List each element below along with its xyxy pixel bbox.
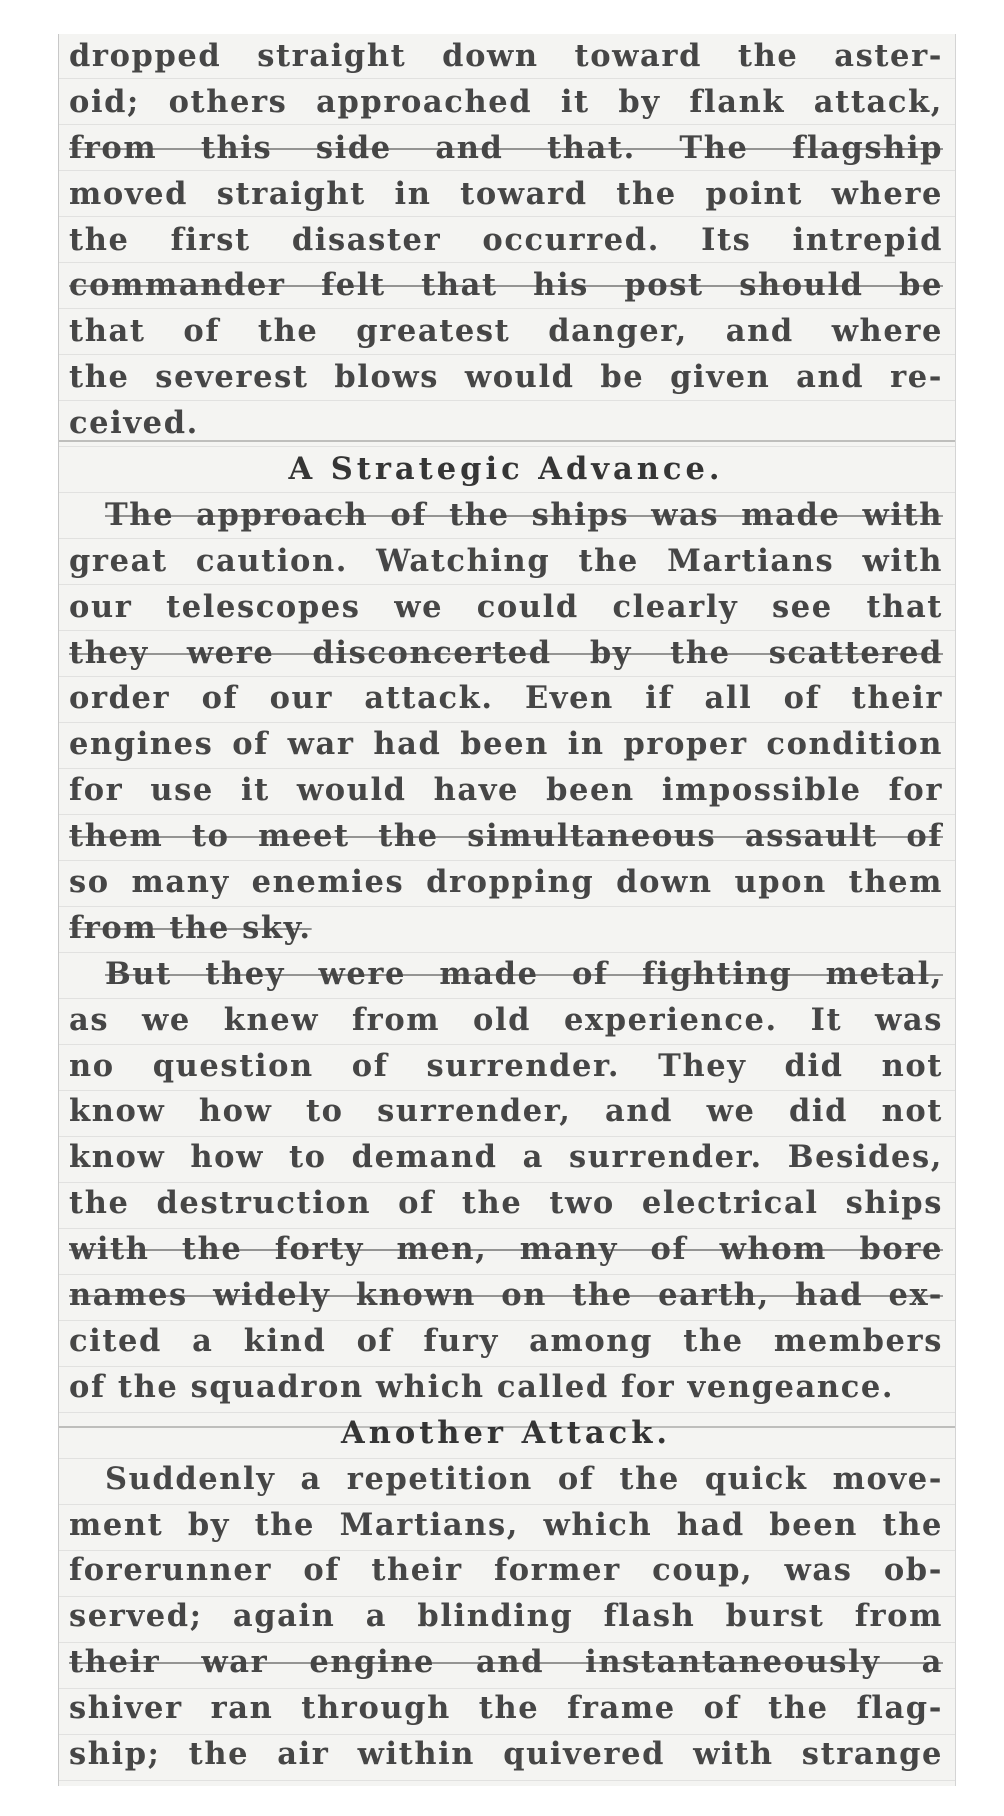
text-line: them to meet the simultaneous assault of (69, 818, 943, 855)
text-line: engines of war had been in proper condition (69, 726, 943, 763)
text-line: as we knew from old experience. It was (69, 1001, 943, 1038)
text-line: Suddenly a repetition of the quick move- (105, 1460, 943, 1497)
text-line: our telescopes we could clearly see that (69, 588, 943, 625)
newspaper-clipping (58, 34, 956, 1786)
text-line: from this side and that. The flagship (69, 129, 943, 166)
text-line: order of our attack. Even if all of their (69, 680, 943, 717)
text-line: ceived. (69, 405, 199, 442)
text-line: The approach of the ships was made with (105, 496, 943, 533)
text-line: of the squadron which called for vengeance. (69, 1368, 895, 1405)
text-line: shiver ran through the frame of the flag- (69, 1690, 943, 1727)
text-line: dropped straight down toward the aster- (69, 38, 943, 74)
text-line: the first disaster occurred. Its intrepid (69, 221, 943, 258)
text-line: ment by the Martians, which had been the (69, 1506, 943, 1543)
text-line: the severest blows would be given and re- (69, 359, 943, 396)
text-line: oid; others approached it by flank attack, (69, 83, 943, 120)
text-line: so many enemies dropping down upon them (69, 864, 943, 901)
text-line: for use it would have been impossible for (69, 772, 943, 809)
text-line: with the forty men, many of whom bore (69, 1231, 943, 1268)
text-line: commander felt that his post should be (69, 267, 943, 304)
text-line: forerunner of their former coup, was ob- (69, 1552, 943, 1589)
text-line: But they were made of fighting metal, (105, 955, 943, 992)
text-line: know how to demand a surrender. Besides, (69, 1139, 943, 1176)
article-column (69, 34, 943, 1778)
text-line: great caution. Watching the Martians with (69, 542, 943, 579)
section-heading: Another Attack. (341, 1414, 671, 1451)
text-line: from the sky. (69, 909, 312, 946)
text-line: their war engine and instantaneously a (69, 1644, 943, 1681)
text-line: cited a kind of fury among the members (69, 1322, 943, 1359)
text-line: that of the greatest danger, and where (69, 313, 943, 350)
text-line: the destruction of the two electrical ships (69, 1185, 943, 1222)
text-line: they were disconcerted by the scattered (69, 634, 943, 671)
text-line: served; again a blinding flash burst from (69, 1598, 943, 1635)
section-heading: A Strategic Advance. (288, 451, 724, 488)
text-line: names widely known on the earth, had ex- (69, 1277, 943, 1314)
text-line: moved straight in toward the point where (69, 175, 943, 212)
text-line: ship; the air within quivered with strange (69, 1735, 943, 1772)
text-line: know how to surrender, and we did not (69, 1093, 943, 1130)
text-line: no question of surrender. They did not (69, 1047, 943, 1084)
